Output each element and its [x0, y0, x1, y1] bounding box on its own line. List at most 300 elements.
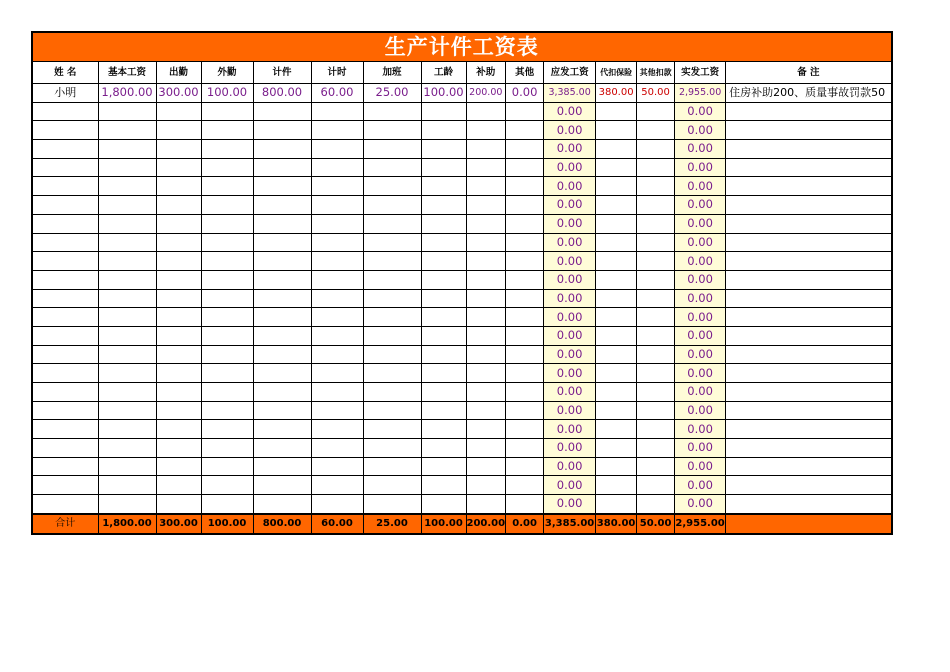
sheet-cell[interactable]: [98, 364, 156, 383]
gross-pay-cell[interactable]: 0.00: [544, 102, 596, 121]
total-subsidy[interactable]: 200.00: [466, 514, 506, 534]
sheet-cell[interactable]: [726, 439, 892, 458]
sheet-cell[interactable]: [253, 158, 311, 177]
sheet-cell[interactable]: [726, 383, 892, 402]
sheet-cell[interactable]: [726, 196, 892, 215]
sheet-cell[interactable]: [363, 177, 421, 196]
gross-pay-cell[interactable]: 0.00: [544, 476, 596, 495]
sheet-cell[interactable]: [253, 177, 311, 196]
header-cell[interactable]: 姓 名: [32, 62, 98, 84]
total-hourly[interactable]: 60.00: [311, 514, 363, 534]
sheet-cell[interactable]: [466, 158, 506, 177]
total-attendance[interactable]: 300.00: [156, 514, 201, 534]
header-cell[interactable]: 加班: [363, 62, 421, 84]
sheet-cell[interactable]: [32, 383, 98, 402]
sheet-cell[interactable]: [253, 401, 311, 420]
sheet-cell[interactable]: [201, 345, 253, 364]
sheet-cell[interactable]: [726, 308, 892, 327]
sheet-cell[interactable]: [637, 383, 675, 402]
sheet-cell[interactable]: [253, 233, 311, 252]
sheet-cell[interactable]: [506, 420, 544, 439]
sheet-cell[interactable]: [201, 401, 253, 420]
header-cell[interactable]: 计件: [253, 62, 311, 84]
sheet-cell[interactable]: [466, 214, 506, 233]
sheet-cell[interactable]: [363, 495, 421, 514]
sheet-cell[interactable]: [156, 420, 201, 439]
gross-pay-cell[interactable]: 0.00: [544, 158, 596, 177]
net-pay-cell[interactable]: 0.00: [675, 364, 726, 383]
gross-pay-cell[interactable]: 0.00: [544, 495, 596, 514]
net-pay-cell[interactable]: 0.00: [675, 401, 726, 420]
sheet-cell[interactable]: [466, 439, 506, 458]
sheet-cell[interactable]: [201, 270, 253, 289]
sheet-cell[interactable]: [596, 270, 637, 289]
sheet-cell[interactable]: [311, 233, 363, 252]
gross-pay-cell[interactable]: 0.00: [544, 420, 596, 439]
sheet-cell[interactable]: [363, 401, 421, 420]
sheet-cell[interactable]: [98, 420, 156, 439]
sheet-cell[interactable]: [596, 476, 637, 495]
total-seniority[interactable]: 100.00: [421, 514, 466, 534]
sheet-cell[interactable]: [98, 289, 156, 308]
sheet-cell[interactable]: [637, 439, 675, 458]
sheet-cell[interactable]: [466, 233, 506, 252]
sheet-cell[interactable]: [98, 270, 156, 289]
sheet-cell[interactable]: [506, 345, 544, 364]
sheet-cell[interactable]: [98, 121, 156, 140]
sheet-cell[interactable]: [156, 196, 201, 215]
sheet-cell[interactable]: [32, 177, 98, 196]
net-pay-cell[interactable]: 0.00: [675, 177, 726, 196]
sheet-cell[interactable]: [596, 177, 637, 196]
sheet-cell[interactable]: [726, 457, 892, 476]
net-pay-cell[interactable]: 0.00: [675, 326, 726, 345]
sheet-cell[interactable]: [466, 140, 506, 159]
sheet-cell[interactable]: [156, 495, 201, 514]
sheet-cell[interactable]: [363, 326, 421, 345]
sheet-cell[interactable]: [253, 383, 311, 402]
sheet-cell[interactable]: [596, 102, 637, 121]
sheet-cell[interactable]: [253, 326, 311, 345]
sheet-cell[interactable]: [201, 102, 253, 121]
sheet-cell[interactable]: [253, 495, 311, 514]
sheet-cell[interactable]: [311, 158, 363, 177]
sheet-cell[interactable]: [506, 495, 544, 514]
sheet-cell[interactable]: [363, 439, 421, 458]
sheet-cell[interactable]: [98, 214, 156, 233]
sheet-cell[interactable]: [596, 495, 637, 514]
sheet-cell[interactable]: [596, 196, 637, 215]
sheet-cell[interactable]: [506, 383, 544, 402]
sheet-cell[interactable]: [98, 401, 156, 420]
total-net[interactable]: 2,955.00: [675, 514, 726, 534]
total-other[interactable]: 0.00: [506, 514, 544, 534]
sheet-cell[interactable]: [311, 270, 363, 289]
sheet-cell[interactable]: [311, 345, 363, 364]
sheet-cell[interactable]: [466, 121, 506, 140]
sheet-cell[interactable]: [32, 158, 98, 177]
sheet-cell[interactable]: [726, 158, 892, 177]
sheet-cell[interactable]: [421, 476, 466, 495]
sheet-cell[interactable]: [506, 252, 544, 271]
sheet-cell[interactable]: [98, 495, 156, 514]
sheet-cell[interactable]: [32, 121, 98, 140]
gross-pay-cell[interactable]: 0.00: [544, 177, 596, 196]
header-cell[interactable]: 基本工资: [98, 62, 156, 84]
sheet-cell[interactable]: [466, 252, 506, 271]
sheet-cell[interactable]: [311, 252, 363, 271]
sheet-cell[interactable]: [98, 158, 156, 177]
sheet-cell[interactable]: [156, 345, 201, 364]
net-pay-cell[interactable]: 0.00: [675, 383, 726, 402]
net-pay-cell[interactable]: 0.00: [675, 495, 726, 514]
sheet-cell[interactable]: [253, 439, 311, 458]
sheet-cell[interactable]: [596, 252, 637, 271]
sheet-cell[interactable]: [421, 177, 466, 196]
sheet-cell[interactable]: [421, 326, 466, 345]
net-pay-cell[interactable]: 2,955.00: [675, 84, 726, 103]
sheet-cell[interactable]: [506, 401, 544, 420]
sheet-cell[interactable]: [421, 102, 466, 121]
attendance-cell[interactable]: 300.00: [156, 84, 201, 103]
sheet-cell[interactable]: [596, 214, 637, 233]
sheet-cell[interactable]: [156, 439, 201, 458]
sheet-cell[interactable]: [466, 102, 506, 121]
net-pay-cell[interactable]: 0.00: [675, 457, 726, 476]
sheet-cell[interactable]: [311, 289, 363, 308]
other-cell[interactable]: 0.00: [506, 84, 544, 103]
note-cell[interactable]: 住房补助200、质量事故罚款50: [726, 84, 892, 103]
sheet-cell[interactable]: [201, 177, 253, 196]
sheet-cell[interactable]: [311, 420, 363, 439]
sheet-cell[interactable]: [596, 345, 637, 364]
sheet-cell[interactable]: [311, 364, 363, 383]
sheet-cell[interactable]: [98, 457, 156, 476]
sheet-cell[interactable]: [506, 326, 544, 345]
sheet-cell[interactable]: [201, 439, 253, 458]
sheet-cell[interactable]: [466, 476, 506, 495]
sheet-cell[interactable]: [726, 495, 892, 514]
sheet-cell[interactable]: [726, 102, 892, 121]
gross-pay-cell[interactable]: 0.00: [544, 439, 596, 458]
header-cell[interactable]: 出勤: [156, 62, 201, 84]
net-pay-cell[interactable]: 0.00: [675, 476, 726, 495]
sheet-cell[interactable]: [156, 326, 201, 345]
sheet-cell[interactable]: [98, 177, 156, 196]
sheet-cell[interactable]: [596, 420, 637, 439]
sheet-cell[interactable]: [156, 457, 201, 476]
gross-pay-cell[interactable]: 0.00: [544, 121, 596, 140]
sheet-cell[interactable]: [311, 326, 363, 345]
sheet-cell[interactable]: [156, 177, 201, 196]
sheet-cell[interactable]: [363, 158, 421, 177]
sheet-cell[interactable]: [637, 326, 675, 345]
net-pay-cell[interactable]: 0.00: [675, 158, 726, 177]
sheet-cell[interactable]: [726, 476, 892, 495]
sheet-cell[interactable]: [156, 233, 201, 252]
sheet-cell[interactable]: [201, 121, 253, 140]
sheet-cell[interactable]: [32, 214, 98, 233]
sheet-cell[interactable]: [506, 158, 544, 177]
gross-pay-cell[interactable]: 0.00: [544, 345, 596, 364]
total-base[interactable]: 1,800.00: [98, 514, 156, 534]
net-pay-cell[interactable]: 0.00: [675, 233, 726, 252]
gross-pay-cell[interactable]: 0.00: [544, 233, 596, 252]
sheet-cell[interactable]: [156, 383, 201, 402]
gross-pay-cell[interactable]: 0.00: [544, 401, 596, 420]
gross-pay-cell[interactable]: 0.00: [544, 289, 596, 308]
sheet-cell[interactable]: [201, 476, 253, 495]
total-piece[interactable]: 800.00: [253, 514, 311, 534]
sheet-cell[interactable]: [637, 214, 675, 233]
sheet-cell[interactable]: [637, 158, 675, 177]
net-pay-cell[interactable]: 0.00: [675, 252, 726, 271]
sheet-cell[interactable]: [506, 233, 544, 252]
sheet-cell[interactable]: [726, 252, 892, 271]
subsidy-cell[interactable]: 200.00: [466, 84, 506, 103]
header-cell[interactable]: 备 注: [726, 62, 892, 84]
sheet-cell[interactable]: [156, 364, 201, 383]
sheet-cell[interactable]: [253, 140, 311, 159]
sheet-title[interactable]: 生产计件工资表: [32, 32, 892, 62]
sheet-cell[interactable]: [726, 289, 892, 308]
sheet-cell[interactable]: [201, 289, 253, 308]
sheet-cell[interactable]: [311, 214, 363, 233]
sheet-cell[interactable]: [637, 140, 675, 159]
sheet-cell[interactable]: [201, 383, 253, 402]
sheet-cell[interactable]: [363, 102, 421, 121]
field-cell[interactable]: 100.00: [201, 84, 253, 103]
sheet-cell[interactable]: [506, 457, 544, 476]
sheet-cell[interactable]: [201, 158, 253, 177]
sheet-cell[interactable]: [726, 270, 892, 289]
sheet-cell[interactable]: [98, 439, 156, 458]
sheet-cell[interactable]: [506, 270, 544, 289]
sheet-cell[interactable]: [363, 364, 421, 383]
sheet-cell[interactable]: [98, 196, 156, 215]
sheet-cell[interactable]: [32, 233, 98, 252]
sheet-cell[interactable]: [98, 140, 156, 159]
sheet-cell[interactable]: [201, 140, 253, 159]
sheet-cell[interactable]: [596, 439, 637, 458]
sheet-cell[interactable]: [421, 457, 466, 476]
sheet-cell[interactable]: [253, 121, 311, 140]
sheet-cell[interactable]: [466, 495, 506, 514]
sheet-cell[interactable]: [156, 401, 201, 420]
sheet-cell[interactable]: [201, 420, 253, 439]
sheet-cell[interactable]: [98, 326, 156, 345]
sheet-cell[interactable]: [32, 326, 98, 345]
sheet-cell[interactable]: [201, 364, 253, 383]
sheet-cell[interactable]: [363, 308, 421, 327]
sheet-cell[interactable]: [466, 177, 506, 196]
header-cell[interactable]: 实发工资: [675, 62, 726, 84]
total-deduction[interactable]: 50.00: [637, 514, 675, 534]
sheet-cell[interactable]: [466, 345, 506, 364]
sheet-cell[interactable]: [506, 177, 544, 196]
sheet-cell[interactable]: [253, 214, 311, 233]
sheet-cell[interactable]: [201, 308, 253, 327]
sheet-cell[interactable]: [156, 289, 201, 308]
sheet-cell[interactable]: [421, 252, 466, 271]
sheet-cell[interactable]: [32, 345, 98, 364]
gross-pay-cell[interactable]: 0.00: [544, 457, 596, 476]
net-pay-cell[interactable]: 0.00: [675, 289, 726, 308]
sheet-cell[interactable]: [32, 102, 98, 121]
overtime-cell[interactable]: 25.00: [363, 84, 421, 103]
sheet-cell[interactable]: [253, 270, 311, 289]
net-pay-cell[interactable]: 0.00: [675, 214, 726, 233]
sheet-cell[interactable]: [726, 420, 892, 439]
sheet-cell[interactable]: [637, 233, 675, 252]
sheet-cell[interactable]: [637, 495, 675, 514]
sheet-cell[interactable]: [311, 102, 363, 121]
sheet-cell[interactable]: [32, 289, 98, 308]
sheet-cell[interactable]: [637, 420, 675, 439]
total-note[interactable]: [726, 514, 892, 534]
deduction-cell[interactable]: 50.00: [637, 84, 675, 103]
sheet-cell[interactable]: [363, 214, 421, 233]
sheet-cell[interactable]: [421, 401, 466, 420]
sheet-cell[interactable]: [421, 270, 466, 289]
sheet-cell[interactable]: [506, 289, 544, 308]
sheet-cell[interactable]: [506, 102, 544, 121]
sheet-cell[interactable]: [156, 158, 201, 177]
sheet-cell[interactable]: [637, 196, 675, 215]
total-gross[interactable]: 3,385.00: [544, 514, 596, 534]
sheet-cell[interactable]: [596, 383, 637, 402]
sheet-cell[interactable]: [596, 364, 637, 383]
sheet-cell[interactable]: [98, 252, 156, 271]
sheet-cell[interactable]: [253, 252, 311, 271]
header-cell[interactable]: 工龄: [421, 62, 466, 84]
sheet-cell[interactable]: [596, 233, 637, 252]
sheet-cell[interactable]: [637, 102, 675, 121]
total-overtime[interactable]: 25.00: [363, 514, 421, 534]
header-cell[interactable]: 外勤: [201, 62, 253, 84]
sheet-cell[interactable]: [726, 401, 892, 420]
gross-pay-cell[interactable]: 0.00: [544, 326, 596, 345]
sheet-cell[interactable]: [596, 289, 637, 308]
sheet-cell[interactable]: [421, 439, 466, 458]
sheet-cell[interactable]: [637, 401, 675, 420]
hourly-cell[interactable]: 60.00: [311, 84, 363, 103]
sheet-cell[interactable]: [201, 495, 253, 514]
sheet-cell[interactable]: [506, 476, 544, 495]
sheet-cell[interactable]: [637, 270, 675, 289]
sheet-cell[interactable]: [363, 420, 421, 439]
sheet-cell[interactable]: [32, 270, 98, 289]
sheet-cell[interactable]: [32, 364, 98, 383]
sheet-cell[interactable]: [466, 308, 506, 327]
net-pay-cell[interactable]: 0.00: [675, 270, 726, 289]
sheet-cell[interactable]: [98, 308, 156, 327]
sheet-cell[interactable]: [363, 196, 421, 215]
sheet-cell[interactable]: [466, 270, 506, 289]
sheet-cell[interactable]: [726, 326, 892, 345]
sheet-cell[interactable]: [201, 457, 253, 476]
sheet-cell[interactable]: [466, 326, 506, 345]
sheet-cell[interactable]: [506, 214, 544, 233]
sheet-cell[interactable]: [596, 457, 637, 476]
sheet-cell[interactable]: [32, 401, 98, 420]
sheet-cell[interactable]: [32, 252, 98, 271]
sheet-cell[interactable]: [32, 140, 98, 159]
sheet-cell[interactable]: [311, 439, 363, 458]
sheet-cell[interactable]: [637, 252, 675, 271]
sheet-cell[interactable]: [156, 270, 201, 289]
sheet-cell[interactable]: [637, 345, 675, 364]
sheet-cell[interactable]: [363, 140, 421, 159]
sheet-cell[interactable]: [201, 214, 253, 233]
sheet-cell[interactable]: [637, 121, 675, 140]
net-pay-cell[interactable]: 0.00: [675, 439, 726, 458]
sheet-cell[interactable]: [156, 214, 201, 233]
total-insurance[interactable]: 380.00: [596, 514, 637, 534]
sheet-cell[interactable]: [156, 102, 201, 121]
sheet-cell[interactable]: [421, 140, 466, 159]
sheet-cell[interactable]: [421, 364, 466, 383]
gross-pay-cell[interactable]: 0.00: [544, 140, 596, 159]
sheet-cell[interactable]: [596, 326, 637, 345]
sheet-cell[interactable]: [311, 196, 363, 215]
sheet-cell[interactable]: [506, 121, 544, 140]
sheet-cell[interactable]: [201, 252, 253, 271]
gross-pay-cell[interactable]: 0.00: [544, 252, 596, 271]
total-label[interactable]: 合计: [32, 514, 98, 534]
sheet-cell[interactable]: [32, 476, 98, 495]
sheet-cell[interactable]: [98, 233, 156, 252]
sheet-cell[interactable]: [156, 140, 201, 159]
header-cell[interactable]: 补助: [466, 62, 506, 84]
sheet-cell[interactable]: [726, 121, 892, 140]
net-pay-cell[interactable]: 0.00: [675, 308, 726, 327]
sheet-cell[interactable]: [253, 196, 311, 215]
sheet-cell[interactable]: [596, 401, 637, 420]
sheet-cell[interactable]: [466, 383, 506, 402]
sheet-cell[interactable]: [637, 308, 675, 327]
sheet-cell[interactable]: [253, 476, 311, 495]
sheet-cell[interactable]: [421, 233, 466, 252]
net-pay-cell[interactable]: 0.00: [675, 102, 726, 121]
sheet-cell[interactable]: [726, 177, 892, 196]
sheet-cell[interactable]: [363, 289, 421, 308]
sheet-cell[interactable]: [98, 102, 156, 121]
sheet-cell[interactable]: [363, 121, 421, 140]
net-pay-cell[interactable]: 0.00: [675, 121, 726, 140]
header-cell[interactable]: 应发工资: [544, 62, 596, 84]
sheet-cell[interactable]: [506, 439, 544, 458]
sheet-cell[interactable]: [201, 196, 253, 215]
sheet-cell[interactable]: [253, 364, 311, 383]
sheet-cell[interactable]: [421, 121, 466, 140]
sheet-cell[interactable]: [421, 345, 466, 364]
sheet-cell[interactable]: [253, 345, 311, 364]
sheet-cell[interactable]: [311, 140, 363, 159]
net-pay-cell[interactable]: 0.00: [675, 345, 726, 364]
sheet-cell[interactable]: [311, 177, 363, 196]
sheet-cell[interactable]: [421, 214, 466, 233]
sheet-cell[interactable]: [421, 158, 466, 177]
sheet-cell[interactable]: [637, 364, 675, 383]
sheet-cell[interactable]: [311, 401, 363, 420]
piece-cell[interactable]: 800.00: [253, 84, 311, 103]
sheet-cell[interactable]: [637, 476, 675, 495]
sheet-cell[interactable]: [253, 457, 311, 476]
seniority-cell[interactable]: 100.00: [421, 84, 466, 103]
sheet-cell[interactable]: [363, 252, 421, 271]
sheet-cell[interactable]: [506, 196, 544, 215]
